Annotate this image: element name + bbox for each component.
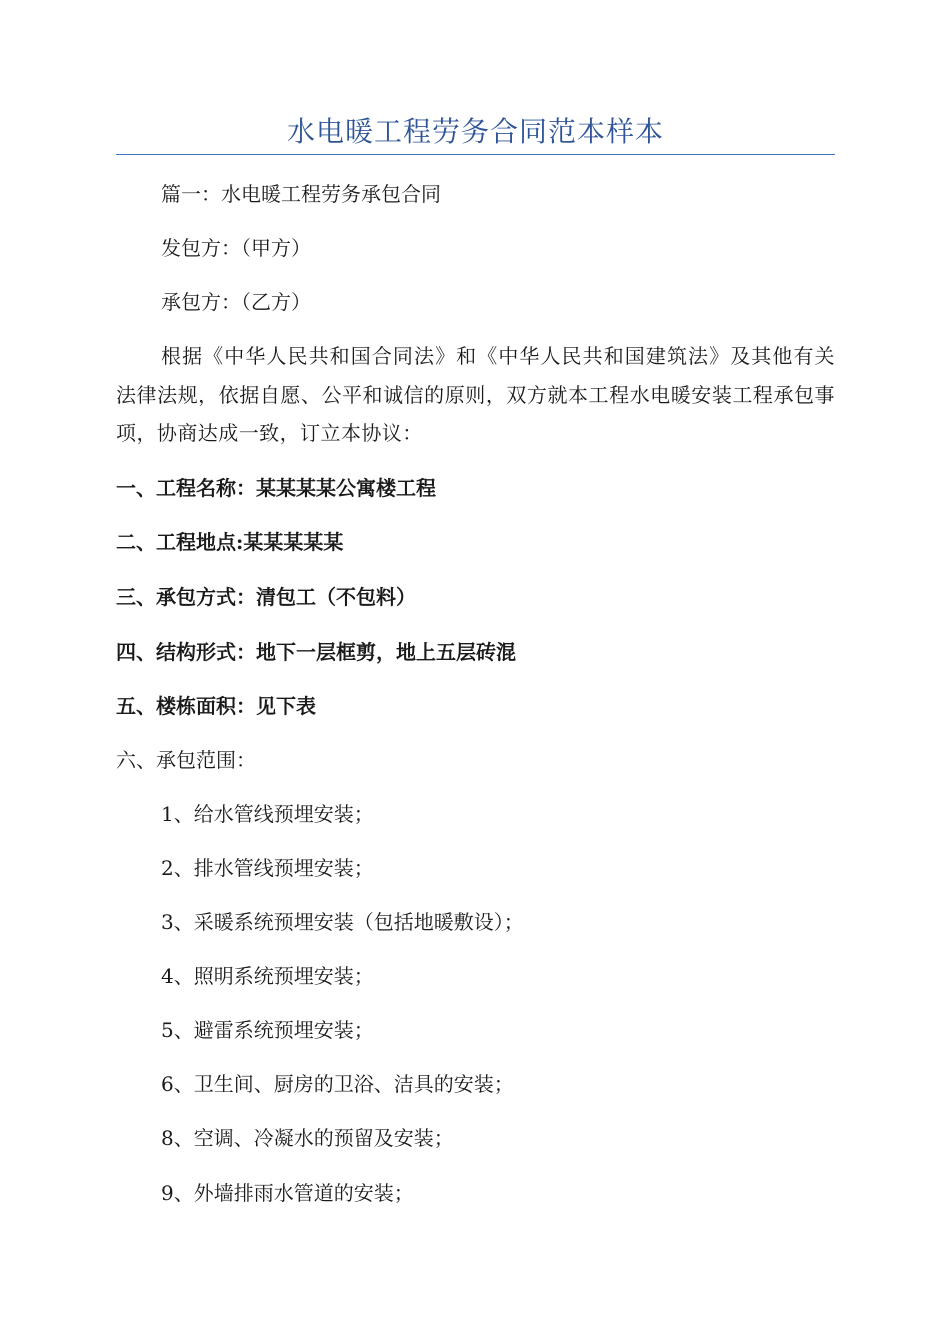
scope-item: 8、空调、冷凝水的预留及安装； [161, 1126, 454, 1150]
clause-project-name: 一、工程名称：某某某某公寓楼工程 [116, 476, 436, 500]
scope-item: 4、照明系统预埋安装； [161, 964, 374, 988]
scope-item: 6、卫生间、厨房的卫浴、洁具的安装； [161, 1072, 514, 1096]
scope-item: 5、避雷系统预埋安装； [161, 1018, 374, 1042]
scope-item: 9、外墙排雨水管道的安装； [161, 1181, 414, 1205]
party-b-line: 承包方：（乙方） [161, 290, 311, 314]
scope-item: 3、采暖系统预埋安装（包括地暖敷设）； [161, 910, 524, 934]
clause-structure-type: 四、结构形式：地下一层框剪，地上五层砖混 [116, 640, 516, 664]
document-title: 水电暖工程劳务合同范本样本 [286, 115, 664, 148]
scope-item: 1、给水管线预埋安装； [161, 802, 374, 826]
clause-building-area: 五、楼栋面积：见下表 [116, 694, 316, 718]
clause-project-location: 二、工程地点:某某某某某 [116, 530, 344, 554]
intro-paragraph: 根据《中华人民共和国合同法》和《中华人民共和国建筑法》及其他有关法律法规，依据自愿、公平和诚信的原则，双方就本工程水电暖安装工程承包事项，协商达成一致，订立本协议： [116, 344, 835, 445]
scope-item: 2、排水管线预埋安装； [161, 856, 374, 880]
section-heading: 篇一：水电暖工程劳务承包合同 [161, 182, 441, 206]
clause-contract-method: 三、承包方式：清包工（不包料） [116, 585, 416, 609]
title-underline [116, 154, 835, 155]
party-a-line: 发包方：（甲方） [161, 236, 311, 260]
scope-heading: 六、承包范围： [116, 748, 256, 772]
